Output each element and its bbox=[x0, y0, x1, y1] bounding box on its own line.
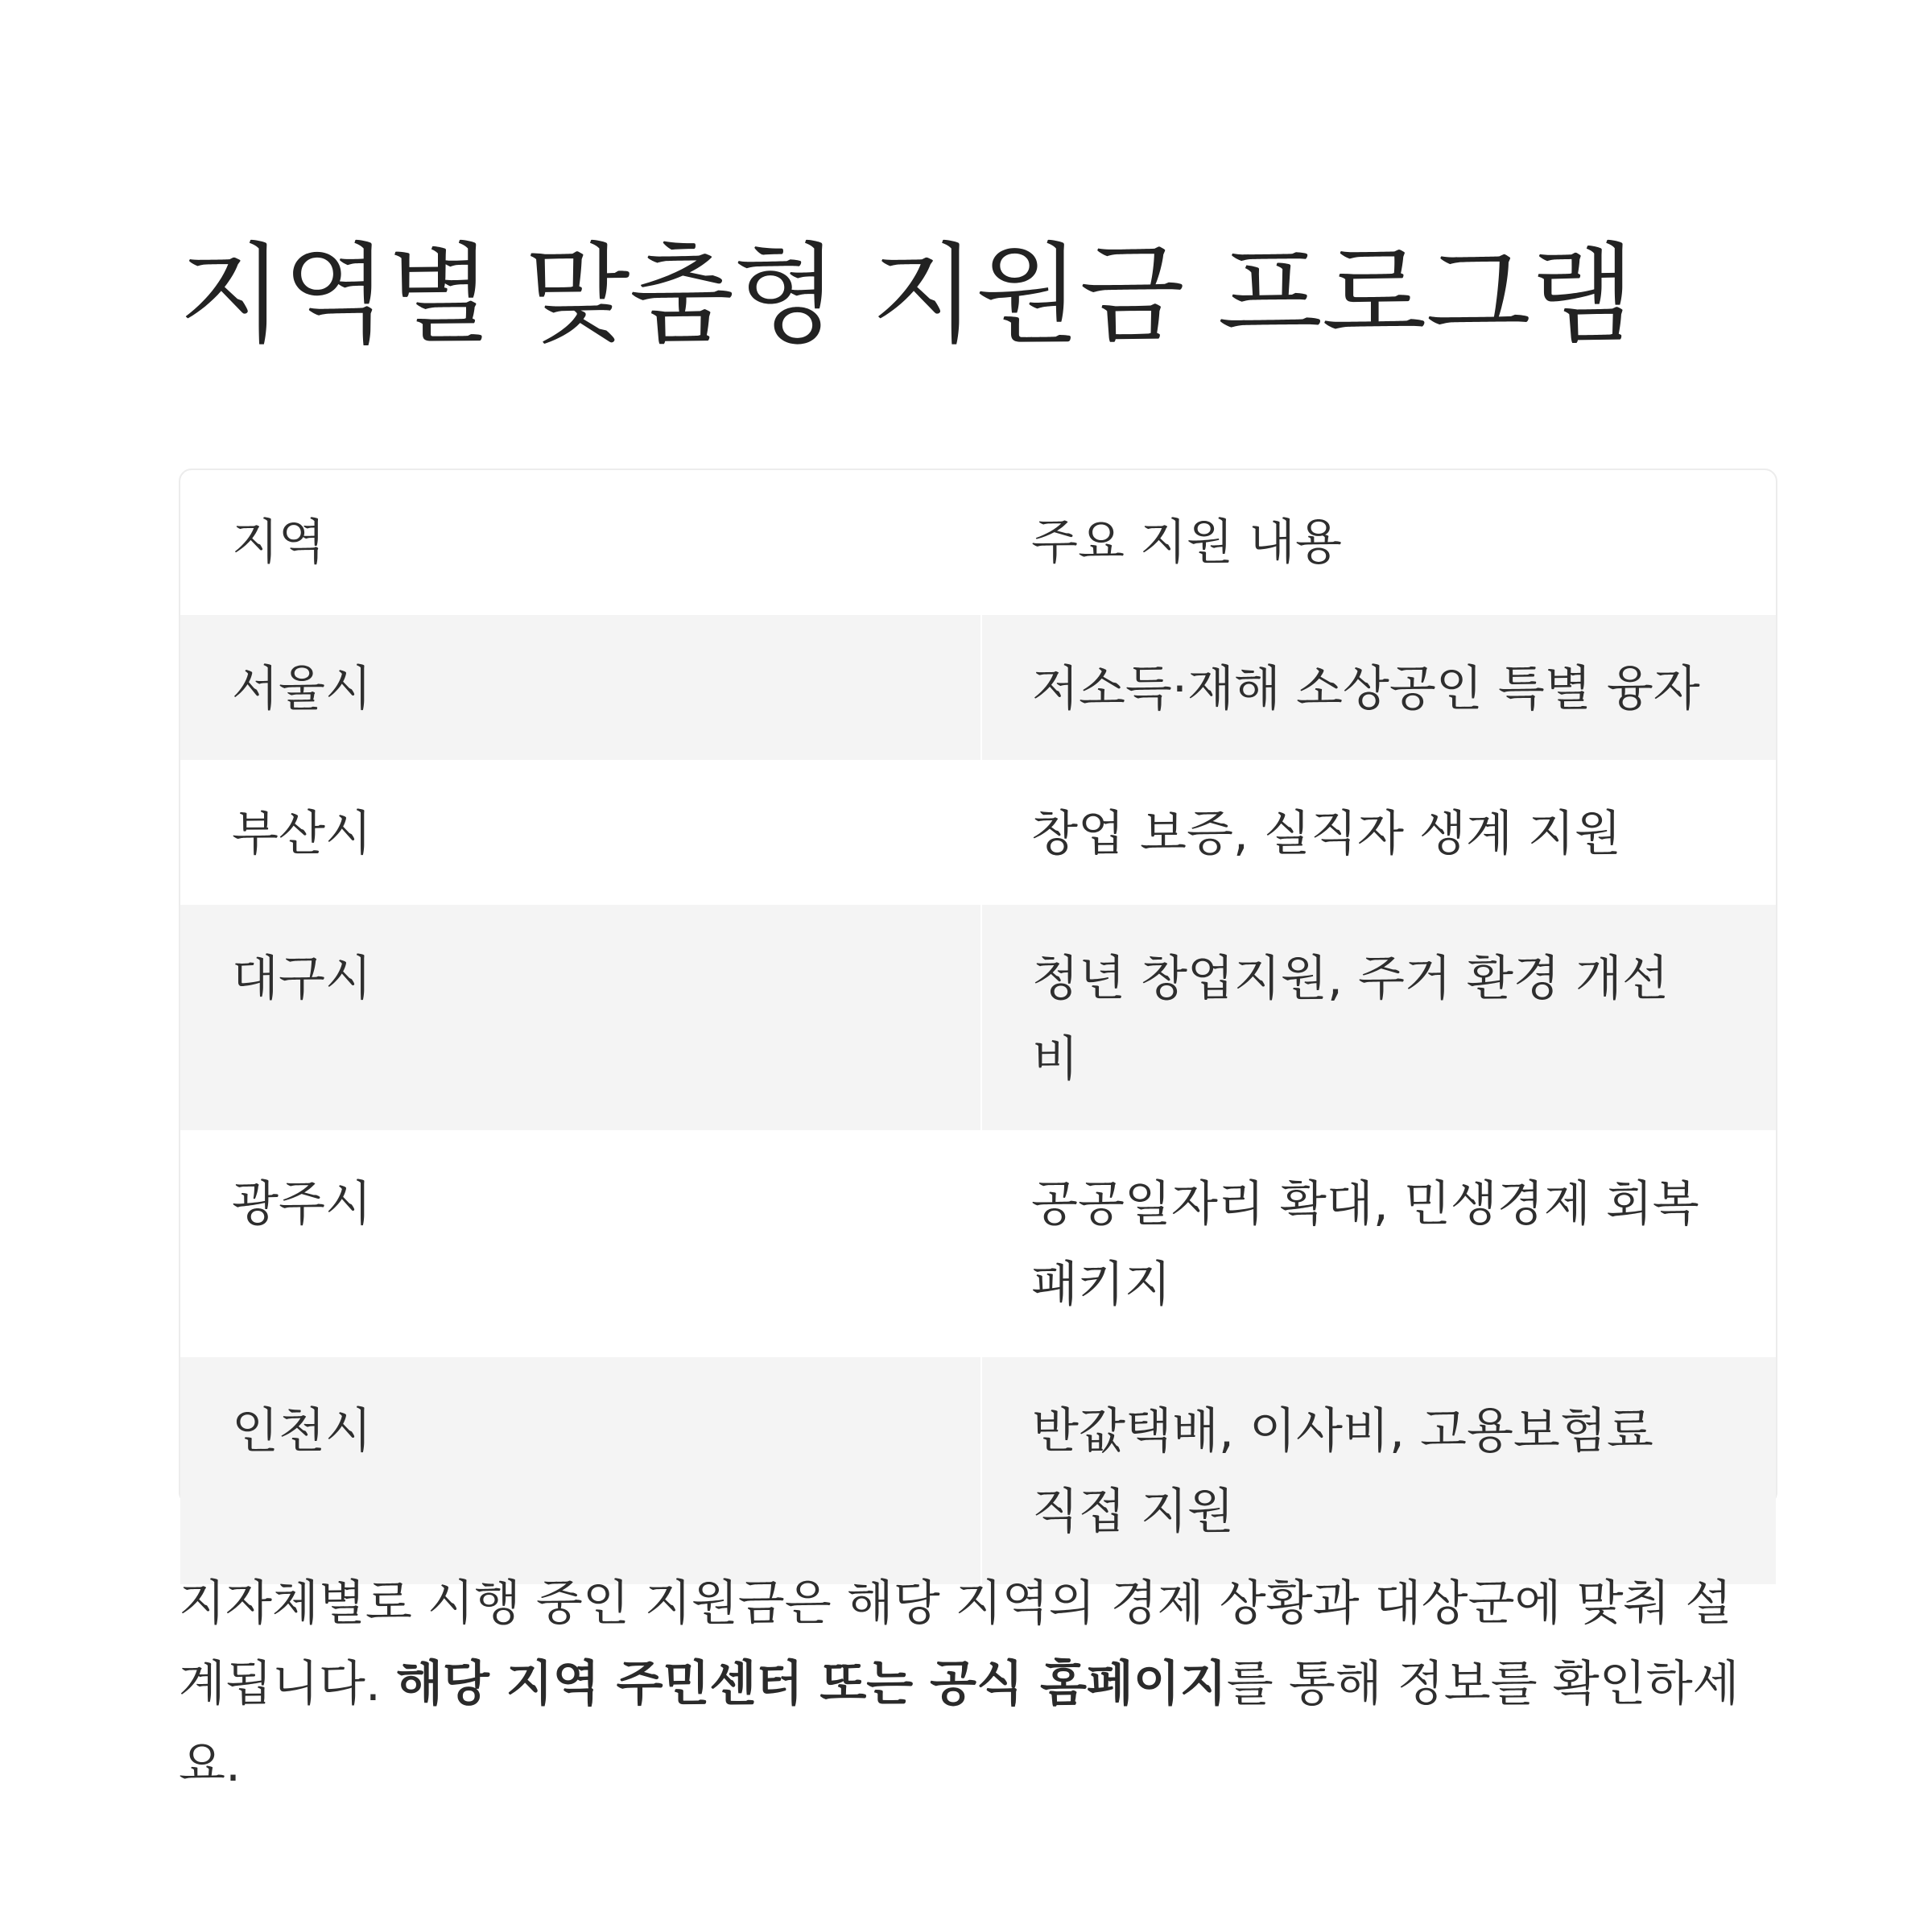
region-cell: 대구시 bbox=[180, 905, 981, 1130]
table-header-row bbox=[180, 470, 1776, 615]
support-cell: 청년 창업지원, 주거 환경 개선비 bbox=[981, 905, 1776, 1130]
column-header-region: 지역 bbox=[232, 514, 325, 571]
support-cell: 창업 보증, 실직자 생계 지원 bbox=[1031, 806, 1621, 862]
table-row bbox=[180, 615, 1776, 760]
table-row bbox=[180, 1357, 1776, 1584]
table-row bbox=[180, 1130, 1776, 1357]
column-header-support: 주요 지원 내용 bbox=[1031, 514, 1342, 571]
page-title: 지역별 맞춤형 지원금 프로그램 bbox=[179, 232, 1635, 358]
support-cell: 공공일자리 확대, 민생경제 회복 패키지 bbox=[1031, 1176, 1699, 1313]
region-cell: 광주시 bbox=[232, 1176, 372, 1232]
note-text-after: 를 통해 정보를 확인하세요. bbox=[179, 1656, 1740, 1793]
note-text-before: 지자체별로 시행 중인 지원금은 해당 지역의 경제 상황과 대상군에 맞춰 설계됩니다. bbox=[179, 1575, 1732, 1712]
region-cell: 부산시 bbox=[232, 806, 372, 862]
region-cell: 인천시 bbox=[180, 1357, 981, 1584]
support-cell: 저소득·재해 소상공인 특별 융자 bbox=[981, 615, 1776, 760]
table-row bbox=[180, 760, 1776, 905]
region-cell: 서울시 bbox=[180, 615, 981, 760]
note-bold-text: 해당 지역 주민센터 또는 공식 홈페이지 bbox=[395, 1656, 1227, 1712]
table-row bbox=[180, 905, 1776, 1130]
support-table bbox=[179, 469, 1777, 1540]
support-cell: 반값택배, 이사비, 고용보험료 직접 지원 bbox=[981, 1357, 1776, 1584]
info-note bbox=[179, 1563, 1757, 1805]
